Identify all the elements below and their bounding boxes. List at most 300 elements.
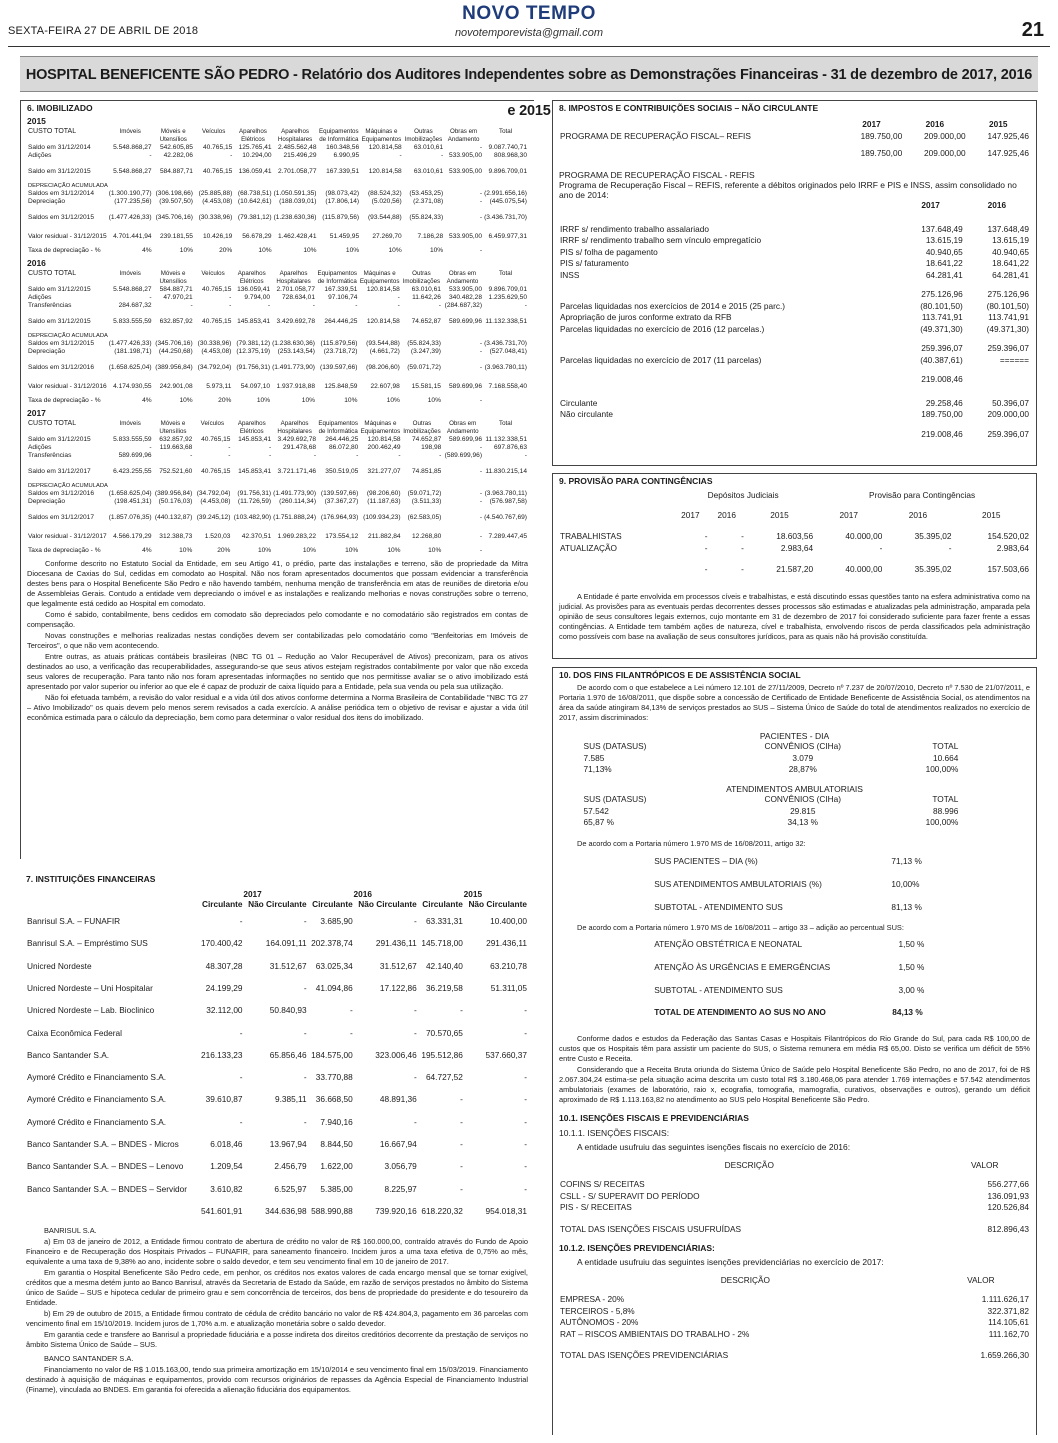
cell-value: 136.059,41 [237, 285, 271, 293]
row-label: Depreciação [28, 498, 66, 506]
cell-value: (115.879,56) [320, 339, 358, 347]
section-title: 9. PROVISÃO PARA CONTINGÊNCIAS [559, 476, 713, 486]
cell-value: 29.258,46 [925, 397, 963, 408]
institution-name: Aymoré Crédito e Financiamento S.A. [27, 1116, 167, 1127]
cell-value: - [704, 531, 708, 542]
col-header: Móveis e Utensílios [159, 420, 187, 435]
cell-value: 10.426,19 [202, 232, 233, 240]
cell-value: - [479, 468, 483, 476]
cell-value: 10.294,00 [242, 152, 272, 160]
exemption-value: 120.526,84 [987, 1202, 1029, 1213]
col-header: Veículos [200, 420, 225, 428]
cell-value: 3.429.692,78 [276, 318, 315, 326]
cell-value: (1.238.630,36) [272, 339, 315, 347]
cell-value: 1.462.428,41 [278, 232, 317, 240]
cell-value: 28,87% [788, 764, 817, 775]
cell-value: 63.010,61 [413, 168, 444, 176]
cell-value: 5.548.868,27 [113, 168, 152, 176]
cell-value: - [460, 1161, 463, 1172]
exemption-value: 322.371,82 [987, 1305, 1029, 1316]
cell-value: 8.844,50 [320, 1139, 353, 1150]
cell-value: - [479, 214, 483, 222]
imob-table [27, 420, 528, 555]
exemption-label: EMPRESA - 20% [560, 1294, 625, 1305]
total-sus [653, 1002, 936, 1022]
prev-intro: A entidade usufruiu das seguintes isenções previdenciárias no exercício de 2017: [577, 1256, 884, 1267]
spacer [559, 200, 898, 212]
note-paragraph: Novas construções e melhorias realizadas nestas condições devem ser contabilizadas pelo comodatário como "Benfeitorias em Imóveis de Terceiros", o que não vem acontecendo. [27, 630, 528, 650]
spacer [559, 490, 672, 502]
cell-value: 533.905,00 [449, 232, 483, 240]
cell-value: (39.245,12) [196, 514, 231, 522]
year-header: 2016 [925, 119, 945, 130]
cell-value: (4.453,08) [202, 198, 233, 206]
cell-value: - [149, 152, 152, 160]
cell-value: 36.668,50 [315, 1094, 353, 1105]
cell-value: 537.660,37 [485, 1049, 527, 1060]
cell-value: 154.520,02 [987, 531, 1029, 542]
cell-value: (34.792,04) [197, 364, 232, 372]
cell-value: (44.250,68) [158, 348, 193, 356]
cell-value: (3.511,33) [411, 498, 442, 506]
cell-value: 350.519,05 [325, 468, 359, 476]
cell-value: (59.071,72) [407, 364, 441, 372]
cell-value: (80.101,50) [986, 300, 1029, 311]
row-label: Depreciação [28, 348, 66, 356]
cell-value: 33.770,88 [315, 1072, 353, 1083]
total-value: 739.920,16 [375, 1205, 417, 1216]
note-paragraph: A Entidade é parte envolvida em processos cíveis e trabalhistas, e está discutindo essas questões tanto na esfera administrativa como na judicial. As provisões para as eventuais perdas decorrentes desses processos são estimadas e atualizadas pela administração, amparada pela opinião de seus consultores legais externos, cujo montante em 31 de dezembro de 2017 foi considerado suficiente para fazer frente a essas contingências. A Entidade tem também ações de natureza, cível e trabalhista, envolvendo riscos de perda classificados pela administração como possíveis com base na avaliação de seus consultores jurídicos, para as quais não há provisão constituída. [559, 591, 1030, 641]
rate-row: Taxa de depreciação - % [28, 246, 101, 254]
cell-value: - [524, 1116, 527, 1127]
desc-header: DESCRIÇÃO [720, 1274, 771, 1285]
cell-value: - [524, 1072, 527, 1083]
cell-value: 2.983,64 [996, 542, 1029, 553]
cell-value: 1.969.283,22 [277, 532, 317, 540]
cell-value: 120.814,58 [368, 168, 402, 176]
cell-value: - [268, 443, 272, 451]
year-label: 2017 [27, 408, 46, 419]
cell-value: - [414, 1005, 417, 1016]
cell-value: 4% [142, 396, 152, 404]
col-header: Equipamentos de Informática [318, 420, 358, 435]
total-value: 157.503,66 [987, 564, 1029, 575]
cell-value: (3.247,39) [410, 348, 441, 356]
col-header: Obras em Andamento [447, 128, 480, 144]
cell-value: 589.699,96 [449, 318, 483, 326]
cell-value: 137.648,49 [921, 223, 963, 234]
cell-value: 40.940,65 [925, 246, 963, 257]
cell-value: 42.140,40 [425, 960, 463, 971]
note-paragraph: Como é sabido, contabilmente, bens cedidos em comodato são depreciados pelo comodante e no comodatário são registrados em contas de compensação. [27, 609, 528, 629]
cell-value: (98.206,60) [366, 489, 401, 497]
cell-value: 40.765,15 [202, 143, 233, 151]
cell-value: (176.964,93) [320, 514, 359, 522]
cell-value: 57.542 [583, 805, 609, 816]
cell-value: - [356, 452, 359, 460]
cell-value: - [479, 189, 483, 197]
cell-value: 74.652,87 [411, 435, 442, 443]
cell-value: 137.648,49 [987, 223, 1029, 234]
row-label: Transferências [28, 302, 72, 310]
total-value: 618.220,32 [421, 1205, 463, 1216]
cell-value: 63.025,34 [315, 960, 353, 971]
cell-value: (198.451,31) [114, 498, 152, 506]
cell-value: 120.814,58 [368, 143, 402, 151]
col-header: Máquinas e Equipamentos [359, 270, 400, 285]
cell-value: 4.701.441,94 [113, 232, 152, 240]
note-paragraph: Não foi efetuada também, a revisão do valor residual e a vida útil dos ativos conforme determina a Norma Brasileira de Contabilidade "NBC TG 27 – Ativo Imobilizado" os quais devem pelo menos serem revisados a cada exercício. A análise periódica tem o objetivo de revisar e ajustar a vida útil econômica estimada para o cálculo da depreciação, bem como para determinar o valor residual dos itens do imobilizado. [27, 692, 528, 722]
cell-value: 125.765,41 [238, 143, 272, 151]
institution-name: Banco Santander S.A. – BNDES – Servidor [27, 1183, 188, 1194]
cell-value: 167.339,51 [326, 168, 360, 176]
total-value: 1.659.266,30 [980, 1350, 1029, 1361]
total-label: TOTAL DAS ISENÇÕES PREVIDENCIÁRIAS [560, 1350, 729, 1361]
cell-value: (91.756,31) [236, 364, 271, 372]
spacer [964, 366, 1030, 386]
cell-value: (17.806,14) [325, 198, 360, 206]
cell-value: (260.114,34) [279, 498, 317, 506]
cell-value: (98.073,42) [325, 189, 360, 197]
col-header: Total [498, 420, 513, 428]
philanthropy-section [552, 667, 1037, 1435]
cell-value: 147.925,46 [987, 130, 1029, 141]
spacer [559, 366, 898, 386]
cell-value: 145.853,41 [238, 468, 272, 476]
cell-value: 195.512,86 [421, 1049, 463, 1060]
cell-value: - [524, 1005, 527, 1016]
cell-value: 321.277,07 [367, 468, 401, 476]
cell-value: (5.020,56) [371, 198, 402, 206]
cell-value: (49.371,30) [920, 323, 963, 334]
item-label: IRRF s/ rendimento trabalho assalariado [560, 223, 709, 234]
cell-value: 34,13 % [787, 817, 818, 827]
cell-value: 3.721.171,46 [277, 468, 317, 476]
cell-value: - [524, 1027, 527, 1038]
row-label: Saldo em 31/12/2015 [28, 435, 91, 443]
cell-value: 291.478,68 [283, 443, 317, 451]
refis-heading: PROGRAMA DE RECUPERAÇÃO FISCAL - REFIS [559, 169, 755, 180]
refis-detail [559, 200, 1030, 440]
year-header: 2017 [921, 200, 940, 211]
cell-value: (39.507,50) [159, 198, 193, 206]
cell-value: (1.477.426,33) [108, 214, 152, 222]
stat-table [583, 741, 960, 776]
cell-value: 7.186,28 [417, 232, 444, 240]
report-banner: HOSPITAL BENEFICENTE SÃO PEDRO - Relatório dos Auditores Independentes sobre as Demonstrações Financeiras - 31 de dezembro de 2017, 2016 e 2015 [20, 56, 1038, 92]
cell-value: (440.132,87) [154, 514, 193, 522]
col-header: Aparelhos Hospitalares [277, 128, 313, 144]
cell-value: 71,13% [583, 764, 612, 775]
cell-value: 120.814,58 [366, 318, 400, 326]
cell-value: 22.607,98 [370, 382, 400, 390]
cell-value: 56.678,29 [242, 232, 272, 240]
cell-value: (68.738,51) [237, 189, 272, 197]
imobilizado-section [20, 100, 534, 859]
cell-value: 312.388,73 [159, 532, 193, 540]
dep-head: DEPRECIAÇÃO ACUMULADA [28, 182, 108, 189]
subcol-header: Circulante [312, 899, 353, 910]
cell-value: - [479, 348, 483, 356]
spacer [26, 1200, 197, 1222]
cell-value: - [239, 1072, 243, 1083]
cell-value: (115.879,56) [322, 214, 360, 222]
cell-value: - [313, 452, 317, 460]
cell-value: 198,98 [421, 443, 442, 451]
cell-value: 5.833.555,59 [113, 318, 152, 326]
cell-value: 88.996 [932, 805, 959, 816]
cell-value: 1.235.629,50 [488, 293, 527, 301]
cell-value: 40.000,00 [845, 531, 883, 542]
cell-value: (79.381,12) [237, 214, 272, 222]
institution-name: Aymoré Crédito e Financiamento S.A. [27, 1094, 167, 1105]
cell-value: (79.381,12) [236, 339, 271, 347]
cell-value: 7.940,16 [320, 1116, 353, 1127]
cell-value: 2.701.058,77 [278, 168, 317, 176]
institution-name: Banrisul S.A. – FUNAFIR [27, 916, 121, 927]
item-label: Parcelas liquidadas no exercício de 2017 (11 parcelas) [560, 354, 762, 365]
cell-value: - [479, 396, 483, 404]
pct-label: SUS ATENDIMENTOS AMBULATORIAIS (%) [654, 879, 822, 890]
cell-value: (188.039,01) [279, 198, 317, 206]
rate-row: Taxa de depreciação - % [28, 546, 101, 554]
cell-value: 36.219,58 [425, 982, 463, 993]
year-header: 2015 [770, 509, 789, 520]
cell-value: 35.395,02 [914, 531, 952, 542]
cell-value: (55.824,33) [407, 339, 441, 347]
cell-value: 100,00% [925, 817, 959, 827]
col-header: Obras em Andamento [446, 270, 479, 285]
cell-value: - [479, 532, 483, 540]
cell-value: (10.642,61) [237, 198, 272, 206]
col-header: Imóveis [119, 420, 141, 428]
cell-value: 11.830.215,14 [485, 468, 527, 476]
cell-value: 3.056,79 [384, 1161, 417, 1172]
cell-value: (1.751.888,24) [273, 514, 317, 522]
spacer [559, 421, 898, 441]
cell-value: (11.187,63) [367, 498, 401, 506]
cell-value: (4.540.767,69) [484, 514, 527, 522]
cell-value: 3.610,82 [210, 1183, 243, 1194]
cell-value: 9.896.709,01 [488, 168, 527, 176]
cell-value: (589.699,96) [444, 452, 483, 460]
residual-row: Valor residual - 31/12/2017 [28, 532, 107, 540]
cell-value: 9.087.740,71 [488, 143, 527, 151]
cell-value: - [229, 293, 232, 301]
cell-value: 13.615,19 [992, 235, 1029, 246]
row-label: Saldo em 31/12/2015 [28, 318, 91, 326]
spacer [559, 335, 898, 355]
year-label: 2016 [27, 257, 46, 268]
cell-value: - [414, 1027, 417, 1038]
subtotal-value: 219.008,46 [921, 374, 963, 385]
cell-value: 323.006,46 [375, 1049, 417, 1060]
value-header: VALOR [967, 1274, 995, 1285]
cell-value: 10% [301, 396, 315, 404]
cell-value: 31.512,67 [269, 960, 307, 971]
cell-value: - [479, 546, 483, 554]
imob-table [27, 128, 528, 255]
cell-value: - [149, 293, 152, 301]
cell-value: 27.269,70 [372, 232, 402, 240]
cell-value: - [438, 302, 441, 310]
cell-value: 125.848,59 [324, 382, 358, 390]
note-paragraph: Conforme descrito no Estatuto Social da Entidade, em seu Artigo 41, o prédio, parte das instalações e terreno, são de propriedade da Mitra Diocesana de Caxias do Sul, cedidas em comodato ao Hospital. Não nos foram apresentados documentos que possam evidenciar a transferência destes bens para o Hospital Beneficente São Pedro e não havendo também, nenhuma menção de transferência em atas de reuniões de diretoria e/ou de Assembleias Gerais. Contudo a entidade vem depreciando o imóvel e as instalações e realizando melhorias e novas construções sobre o terreno, que legalmente está cedido ao Hospital em comodato. [27, 559, 528, 608]
refis-description: Programa de Recuperação Fiscal – REFIS, referente a débitos originados pelo IRRF e PIS e INSS, assim consolidado no ano de 2014: [559, 179, 1017, 201]
cell-value: - [460, 1094, 463, 1105]
cell-value: - [524, 1094, 527, 1105]
subcol-header: Não Circulante [358, 899, 417, 910]
year-header: 2016 [987, 200, 1007, 211]
cell-value: (109.934,23) [363, 514, 401, 522]
cell-value: 40.765,15 [201, 468, 231, 476]
cell-value: 3.079 [792, 752, 814, 763]
portaria-32: De acordo com a Portaria número 1.970 MS de 16/08/2011, artigo 32: [577, 838, 806, 848]
cell-value: 6.423.255,55 [113, 468, 152, 476]
row-label: Saldo em 31/12/2015 [28, 285, 91, 293]
total-value: 954.018,31 [485, 1205, 527, 1216]
row-label: Saldos em 31/12/2014 [28, 189, 94, 197]
cell-value: 20% [219, 246, 233, 254]
intro-paragraph: De acordo com o que estabelece a Lei número 12.101 de 27/11/2009, Decreto nº 7.237 de 20/07/2010, Decreto nº 7.530 de 21/07/2011, e Portaria 1.970 de 16/08/2011, que dispõe sobre a concessão de Certificado de Entidade Beneficente de Assistência Social, os atendimentos na área da saúde atingiram 84,13% de serviços prestados ao SUS – Sistema Único de Saúde do total de atendimentos realizados no exercício de 2017, assim discriminados: [559, 683, 1030, 723]
cell-value: (55.824,33) [409, 214, 444, 222]
group-header: Depósitos Judiciais [707, 490, 779, 501]
cell-value: 120.814,58 [367, 435, 401, 443]
cell-value: 533.905,00 [449, 152, 483, 160]
cell-value: 100,00% [925, 764, 959, 775]
cell-value: (345.706,16) [155, 339, 193, 347]
item-label: INSS [560, 269, 580, 280]
cell-value: 10% [302, 546, 317, 554]
cell-value: (37.367,27) [324, 498, 359, 506]
cell-value: 160.348,56 [326, 143, 360, 151]
total-value: 40.000,00 [845, 564, 883, 575]
cell-value: 120.814,58 [366, 285, 400, 293]
cell-value: 18.641,22 [992, 258, 1029, 269]
item-label: TRABALHISTAS [560, 531, 622, 542]
total-value: 541.601,91 [201, 1205, 243, 1216]
cell-value: 5.548.868,27 [113, 143, 152, 151]
value-header: VALOR [970, 1159, 999, 1170]
pct-value: 1,50 % [898, 939, 925, 950]
note-paragraph: a) Em 03 de janeiro de 2012, a Entidade firmou contrato de abertura de crédito no valor de R$ 160.000,00, contraído através do Fundo de Apoio Financeiro e de Recuperação dos Hospitais Privados – FUNAFIR, para saneamento financeiro. Incidem juros a uma taxa efetiva de 0,75% ao mês, equivalente a uma taxa de 9,38% ao ano, incidente sobre o saldo devedor, e tem seu vencimento final em 10 de janeiro de 2017. [26, 1237, 528, 1267]
cell-value: (4.661,72) [369, 348, 400, 356]
cell-value: 752.521,60 [159, 468, 193, 476]
note-paragraph: Financiamento no valor de R$ 1.015.163,00, tendo sua primeira amortização em 15/10/2014 e seu vencimento final em 15/03/2019. Financiamento destinado à aquisição de máquinas e equipamentos, provido com recursos originários de repasses da Agência Especial de Financiamento Industrial (Finame), vinculada ao BNDES. Em garantia foi oferecida a alienação fiduciária dos equipamentos. [26, 1365, 528, 1395]
cell-value: - [397, 302, 400, 310]
item-label: Parcelas liquidadas nos exercícios de 2014 e 2015 (25 parc.) [560, 300, 786, 311]
col-header: CONVÊNIOS (CIHa) [764, 794, 842, 804]
total-value: 812.896,43 [987, 1223, 1029, 1234]
cell-value: (98.206,60) [366, 364, 400, 372]
year-header: 2015 [989, 119, 1008, 130]
institution-name: Banrisul S.A. – Empréstimo SUS [27, 938, 148, 949]
cell-value: (306.198,66) [155, 189, 193, 197]
cell-value: - [479, 443, 483, 451]
cell-value: - [479, 514, 483, 522]
cell-value: 10% [344, 396, 358, 404]
subtotal-value: 275.126,96 [921, 289, 963, 300]
cell-value: 136.059,41 [238, 168, 272, 176]
cell-value: - [349, 1005, 353, 1016]
cell-value: - [239, 1027, 243, 1038]
cell-value: 145.853,41 [238, 435, 272, 443]
row-label: Saldo em 31/12/2017 [28, 468, 91, 476]
page-number: 21 [1021, 19, 1044, 41]
cell-value: (1.491.773,90) [273, 489, 317, 497]
col-header: CONVÊNIOS (CIHa) [764, 741, 842, 752]
year-header: 2015 [982, 509, 1001, 520]
institution-name: Banco Santander S.A. – BNDES – Lenovo [27, 1161, 184, 1172]
cell-value: 4% [142, 246, 152, 254]
col-header: Máquinas e Equipamentos [360, 420, 401, 435]
cell-value: - [397, 293, 400, 301]
cell-value: - [239, 1116, 243, 1127]
total-value: 21.587,20 [776, 564, 814, 575]
cell-value: - [149, 443, 152, 451]
total-value: 219.008,46 [921, 428, 963, 439]
cell-value: (4.453,08) [200, 498, 231, 506]
cell-value: 65.856,46 [269, 1049, 307, 1060]
cell-value: 16.667,94 [379, 1139, 417, 1150]
cell-value: - [741, 542, 744, 553]
total-value: 344.636,98 [265, 1205, 307, 1216]
item-label: PIS s/ faturamento [560, 258, 629, 269]
row-label: Saldo em 31/12/2015 [28, 168, 91, 176]
pct-value: 71,13 % [891, 856, 922, 867]
dep-head: DEPRECIAÇÃO ACUMULADA [28, 332, 108, 339]
cell-value: 209.000,00 [924, 130, 966, 141]
cell-value: - [439, 452, 442, 460]
page-header [0, 0, 1058, 48]
custo-head: CUSTO TOTAL [28, 128, 77, 136]
cell-value: 31.512,67 [379, 960, 417, 971]
total-value: - [741, 564, 744, 575]
subtotal-value: 259.396,07 [987, 343, 1029, 354]
cell-value: 40.940,65 [992, 246, 1029, 257]
percent-table [653, 850, 936, 919]
cell-value: (1.477.426,33) [108, 339, 152, 347]
subcol-header: Circulante [201, 899, 243, 910]
cell-value: 200.462,49 [367, 443, 401, 451]
item-label: ATUALIZAÇÃO [560, 542, 618, 553]
cell-value: 728.634,01 [281, 293, 315, 301]
col-header: Aparelhos Hospitalares [277, 420, 312, 435]
institution-name: Unicred Nordeste [27, 960, 92, 971]
cell-value: 264.446,25 [325, 435, 359, 443]
cell-value: 10% [256, 396, 271, 404]
cell-value: (284.687,32) [444, 302, 483, 310]
subsection-title: 10.1.2. ISENÇÕES PREVIDENCIÁRIAS: [559, 1243, 715, 1254]
cell-value: 215.496,29 [283, 152, 317, 160]
cell-value: - [704, 542, 708, 553]
total-value: 35.395,02 [914, 564, 952, 575]
cell-value: 70.570,65 [425, 1027, 463, 1038]
col-header: Aparelhos Elétricos [237, 420, 266, 435]
pct-label: ATENÇÃO ÀS URGÊNCIAS E EMERGÊNCIAS [654, 962, 831, 973]
institution-name: Aymoré Crédito e Financiamento S.A. [27, 1072, 167, 1083]
cell-value: 10% [387, 546, 401, 554]
spacer [559, 281, 898, 301]
pct-label: SUS PACIENTES – DIA (%) [654, 856, 758, 867]
cell-value: 3.429.692,78 [277, 435, 317, 443]
cell-value: - [479, 489, 483, 497]
cell-value: 10% [257, 546, 272, 554]
financial-institutions-table [26, 890, 528, 1222]
cell-value: 589.699,96 [449, 435, 483, 443]
row-label: Saldo em 31/12/2014 [28, 143, 91, 151]
spacer [559, 119, 840, 131]
